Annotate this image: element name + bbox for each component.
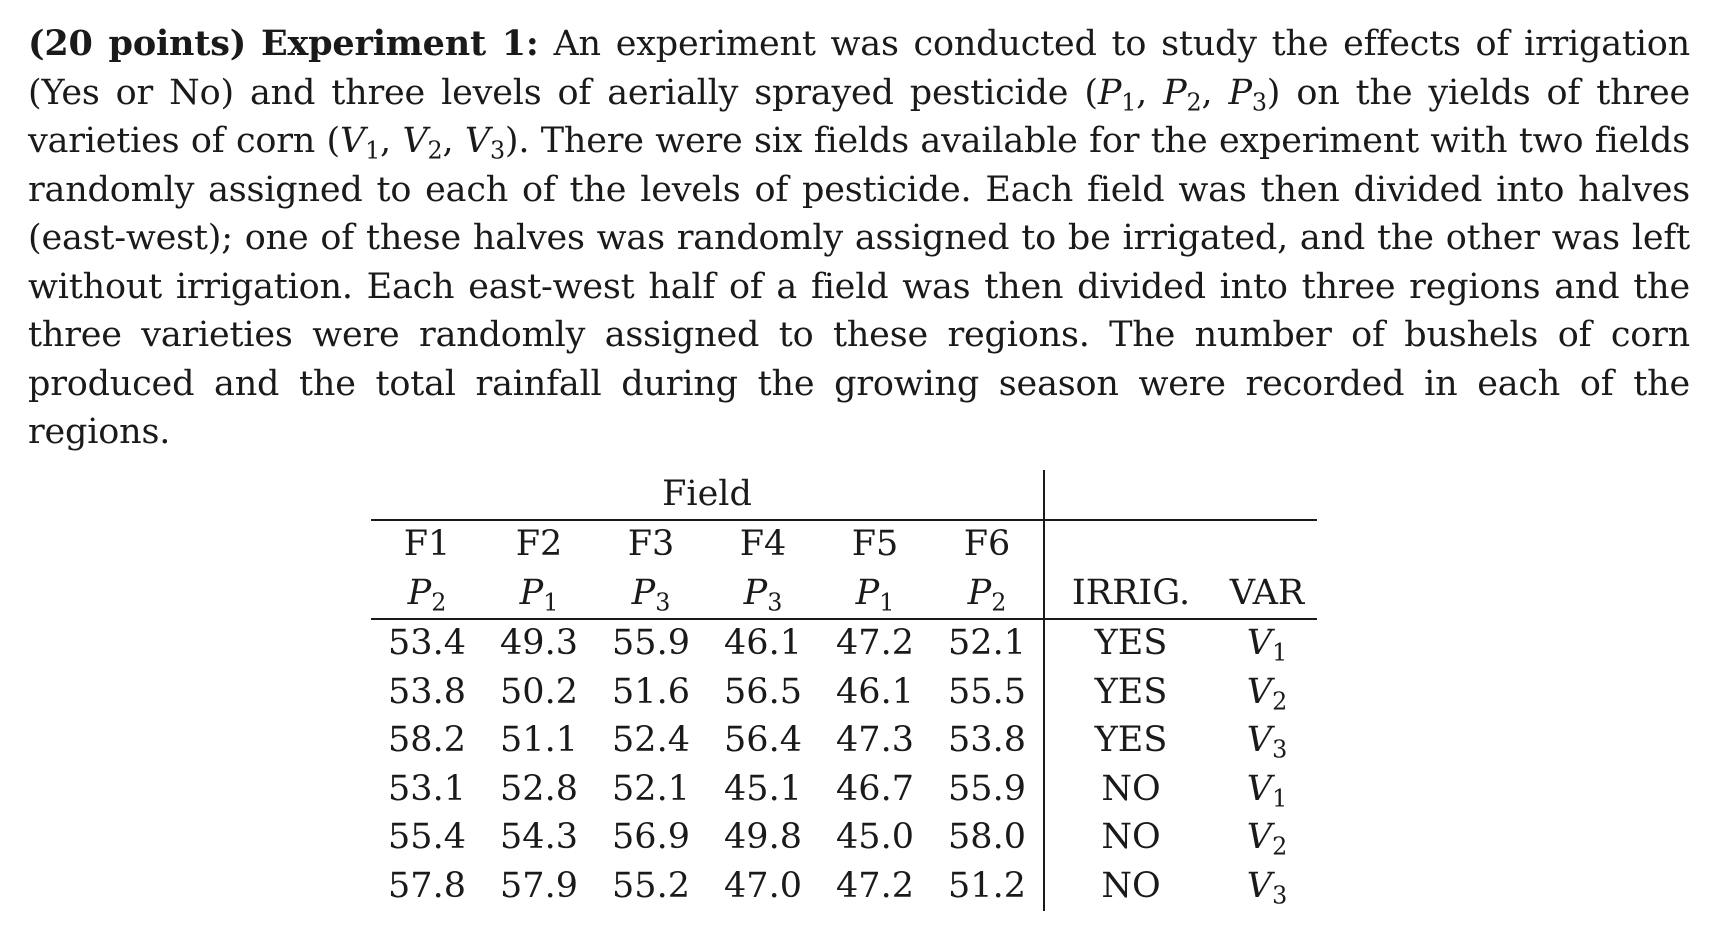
yield-value: 56.9	[612, 817, 690, 858]
yield-value: 49.3	[500, 623, 578, 664]
points-label: (20 points)	[28, 23, 247, 64]
field-caption-row	[371, 470, 1317, 520]
irrigation-value: NO	[1101, 768, 1161, 809]
variety-levels-math: $V_1$, $V_2$, $V_3$	[340, 121, 505, 165]
yield-value: 55.2	[612, 865, 690, 906]
field-label: F1	[403, 524, 451, 565]
pesticide-label: $P_2$	[371, 569, 483, 619]
var-header: VAR	[1217, 569, 1317, 619]
problem-text-1: An experiment was conducted to study the effects of irrigation (Yes or No) and three levels of aerially sprayed pesticide (	[28, 24, 1690, 113]
yield-value: 53.1	[388, 768, 466, 809]
experiment-label: Experiment 1:	[260, 23, 539, 64]
variety-value: $V_1$	[1246, 768, 1288, 813]
variety-value: $V_3$	[1246, 720, 1288, 764]
table-row	[371, 814, 1317, 863]
yield-value: 47.0	[724, 865, 802, 906]
field-caption: Field	[371, 470, 1044, 520]
yield-value: 51.2	[931, 862, 1044, 911]
yield-value: 47.3	[836, 720, 914, 761]
irrig-header: IRRIG.	[1044, 569, 1217, 619]
field-labels-row	[371, 520, 1317, 570]
yield-value: 47.2	[836, 623, 914, 664]
header-spacer	[1217, 520, 1317, 570]
yield-value: 46.1	[724, 623, 802, 664]
yield-value: 45.1	[724, 768, 802, 809]
yield-table	[371, 470, 1317, 911]
field-label: F2	[515, 524, 563, 565]
problem-text-3: ). There were six fields available for the experiment with two fields randomly assigned to each of the levels of pesticide. Each field was then divided into halves (east-west); one of these halves was randomly assigned to be irrigated, and the other was left without irrigation. Each east-west half of a field was then divided into three regions and the three varieties were randomly assigned to these regions. The number of bushels of corn produced and the total rainfall during the growing season were recorded in each of the regions.	[28, 121, 1690, 452]
table-row	[371, 765, 1317, 814]
yield-value: 55.5	[931, 668, 1044, 717]
yield-value: 46.7	[836, 768, 914, 809]
yield-value: 47.2	[836, 865, 914, 906]
table-row	[371, 619, 1317, 669]
header-spacer	[1044, 520, 1217, 570]
irrigation-value: YES	[1094, 671, 1168, 712]
yield-value: 51.6	[612, 671, 690, 712]
yield-value: 54.3	[500, 817, 578, 858]
yield-value: 56.4	[724, 720, 802, 761]
variety-value: $V_2$	[1246, 671, 1288, 716]
yield-value: 55.9	[612, 623, 690, 664]
yield-value: 58.2	[388, 720, 466, 761]
irrigation-value: NO	[1101, 817, 1161, 858]
pesticide-label: $P_2$	[931, 569, 1044, 619]
field-label: F6	[931, 520, 1044, 570]
yield-value: 55.9	[931, 765, 1044, 814]
field-label: F3	[627, 524, 675, 565]
yield-value: 53.8	[931, 717, 1044, 766]
table-row	[371, 668, 1317, 717]
problem-text-2: ) on the yields of three varieties of corn (	[28, 72, 1691, 161]
pesticide-label: $P_1$	[483, 569, 595, 619]
yield-value: 56.5	[724, 671, 802, 712]
field-label: F4	[739, 524, 787, 565]
pesticide-labels-row	[371, 569, 1317, 619]
table-row	[371, 717, 1317, 766]
yield-value: 49.8	[724, 817, 802, 858]
variety-value: $V_2$	[1246, 817, 1288, 861]
caption-spacer	[1044, 470, 1317, 520]
yield-value: 51.1	[500, 720, 578, 761]
yield-value: 52.1	[612, 768, 690, 809]
irrigation-value: NO	[1101, 865, 1161, 906]
pesticide-label: $P_1$	[819, 569, 931, 619]
yield-value: 57.9	[500, 865, 578, 906]
pesticide-label: $P_3$	[707, 569, 819, 619]
field-label: F5	[851, 524, 899, 565]
yield-value: 46.1	[836, 671, 914, 712]
yield-value: 50.2	[500, 671, 578, 712]
irrigation-value: YES	[1094, 623, 1168, 664]
pesticide-label: $P_3$	[595, 569, 707, 619]
variety-value: $V_3$	[1246, 865, 1288, 910]
yield-value: 57.8	[388, 865, 466, 906]
table-row	[371, 862, 1317, 911]
pesticide-levels-math: $P_1$, $P_2$, $P_3$	[1097, 72, 1267, 117]
yield-value: 52.8	[500, 768, 578, 809]
yield-value: 52.1	[931, 619, 1044, 669]
yield-value: 53.8	[388, 671, 466, 712]
yield-value: 58.0	[931, 814, 1044, 863]
yield-value: 55.4	[388, 817, 466, 858]
yield-value: 45.0	[836, 817, 914, 858]
problem-statement	[28, 20, 1690, 457]
irrigation-value: YES	[1094, 720, 1168, 761]
variety-value: $V_1$	[1246, 623, 1288, 667]
yield-value: 52.4	[612, 720, 690, 761]
yield-value: 53.4	[388, 623, 466, 664]
